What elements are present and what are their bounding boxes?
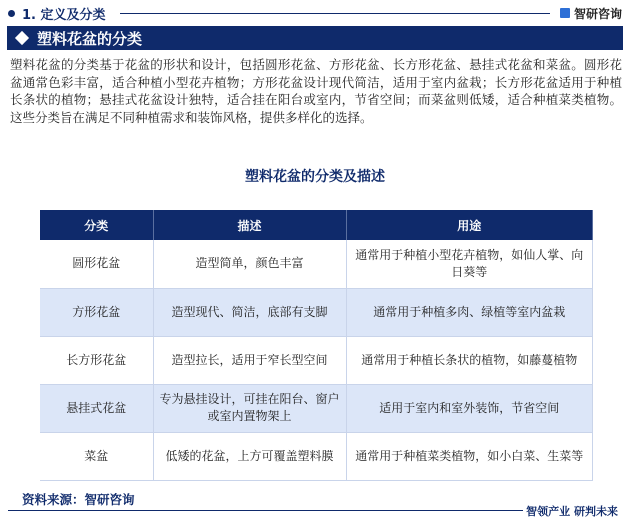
table-row bbox=[40, 288, 593, 336]
header-description: 描述 bbox=[153, 210, 346, 240]
section-header bbox=[8, 4, 622, 22]
cell-category: 方形花盆 bbox=[40, 288, 153, 336]
table-row bbox=[40, 384, 593, 432]
cell-description: 造型简单，颜色丰富 bbox=[153, 240, 346, 288]
divider bbox=[120, 13, 550, 14]
diamond-icon bbox=[15, 31, 29, 45]
slogan: 智领产业 研判未来 bbox=[526, 505, 618, 518]
cell-category: 长方形花盆 bbox=[40, 336, 153, 384]
brand-logo bbox=[560, 5, 622, 22]
table-row bbox=[40, 336, 593, 384]
cell-usage: 通常用于种植小型花卉植物，如仙人掌、向日葵等 bbox=[346, 240, 593, 288]
classification-table bbox=[40, 210, 593, 481]
cell-usage: 通常用于种植多肉、绿植等室内盆栽 bbox=[346, 288, 593, 336]
section-title: 1. 定义及分类 bbox=[22, 7, 106, 23]
cell-description: 造型拉长，适用于窄长型空间 bbox=[153, 336, 346, 384]
cell-usage: 通常用于种植长条状的植物，如藤蔓植物 bbox=[346, 336, 593, 384]
source-note: 资料来源：智研咨询 bbox=[22, 492, 135, 507]
table-row bbox=[40, 240, 593, 288]
footer-divider bbox=[8, 510, 523, 511]
header-usage: 用途 bbox=[346, 210, 593, 240]
cell-description: 专为悬挂设计，可挂在阳台、窗户或室内置物架上 bbox=[153, 384, 346, 432]
cell-category: 悬挂式花盆 bbox=[40, 384, 153, 432]
cell-usage: 适用于室内和室外装饰，节省空间 bbox=[346, 384, 593, 432]
table-row bbox=[40, 432, 593, 480]
intro-paragraph: 塑料花盆的分类基于花盆的形状和设计，包括圆形花盆、方形花盆、长方形花盆、悬挂式花盆和菜盆。圆形花盆通常色彩丰富，适合种植小型花卉植物；方形花盆设计现代简洁，适用于室内盆栽；长方形花盆适用于种植长条状的植物；悬挂式花盆设计独特，适合挂在阳台或室内，节省空间；而菜盆则低矮，适合种植菜类植物。这些分类旨在满足不同种植需求和装饰风格，提供多样化的选择。 bbox=[10, 57, 622, 125]
cell-description: 低矮的花盆，上方可覆盖塑料膜 bbox=[153, 432, 346, 480]
brand-name: 智研咨询 bbox=[573, 6, 622, 21]
logo-icon bbox=[560, 8, 570, 18]
cell-description: 造型现代、简洁，底部有支脚 bbox=[153, 288, 346, 336]
title-banner bbox=[7, 26, 623, 50]
banner-title: 塑料花盆的分类 bbox=[37, 29, 143, 48]
bullet-icon bbox=[8, 10, 15, 17]
cell-category: 圆形花盆 bbox=[40, 240, 153, 288]
header-category: 分类 bbox=[40, 210, 153, 240]
cell-category: 菜盆 bbox=[40, 432, 153, 480]
table-title: 塑料花盆的分类及描述 bbox=[245, 169, 385, 185]
cell-usage: 通常用于种植菜类植物，如小白菜、生菜等 bbox=[346, 432, 593, 480]
